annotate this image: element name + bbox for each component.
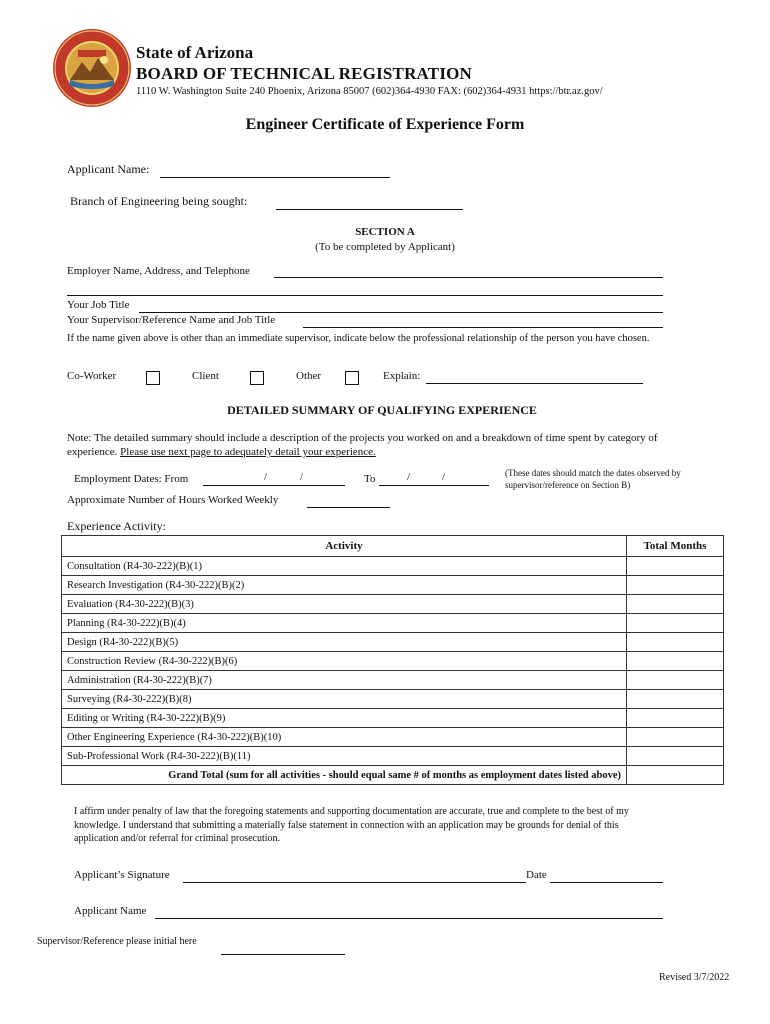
relationship-note: If the name given above is other than an immediate supervisor, indicate below the professional relationship of the person you have chosen.	[67, 333, 650, 344]
activity-cell: Planning (R4-30-222)(B)(4)	[62, 614, 627, 633]
activity-cell: Design (R4-30-222)(B)(5)	[62, 633, 627, 652]
explain-field[interactable]	[426, 382, 643, 384]
hours-label: Approximate Number of Hours Worked Weekly	[67, 494, 279, 506]
hours-field[interactable]	[307, 506, 390, 508]
table-row	[62, 614, 724, 633]
table-row	[62, 595, 724, 614]
activity-cell: Research Investigation (R4-30-222)(B)(2)	[62, 576, 627, 595]
section-a-title: SECTION A	[355, 226, 415, 238]
activity-cell: Other Engineering Experience (R4-30-222)(B)(10)	[62, 728, 627, 747]
applicant-name-bottom-field[interactable]	[155, 917, 663, 919]
explain-label: Explain:	[383, 370, 421, 382]
employer-field-line2[interactable]	[67, 294, 663, 296]
option-coworker-label: Co-Worker	[67, 370, 117, 382]
signature-field[interactable]	[183, 881, 526, 883]
branch-label: Branch of Engineering being sought:	[70, 194, 248, 208]
grand-total-label: Grand Total (sum for all activities - should equal same # of months as employment dates listed above)	[62, 766, 627, 785]
dates-from-label: Employment Dates: From	[74, 473, 189, 485]
table-row	[62, 576, 724, 595]
section-a-subtitle: (To be completed by Applicant)	[315, 241, 455, 253]
activity-cell: Surveying (R4-30-222)(B)(8)	[62, 690, 627, 709]
applicant-name-label: Applicant Name:	[67, 162, 150, 176]
table-row	[62, 747, 724, 766]
signature-label: Applicant’s Signature	[74, 869, 170, 881]
table-row	[62, 671, 724, 690]
table-row	[62, 728, 724, 747]
dates-to-field[interactable]	[379, 484, 489, 486]
employer-label: Employer Name, Address, and Telephone	[67, 265, 250, 277]
date-label: Date	[526, 869, 547, 881]
dates-from-slash-1: /	[264, 471, 268, 483]
option-other-label: Other	[296, 370, 322, 382]
activity-header: Activity	[62, 536, 627, 557]
supervisor-initial-field[interactable]	[221, 953, 345, 955]
total-months-header: Total Months	[627, 536, 724, 557]
employer-field[interactable]	[274, 276, 663, 278]
summary-note-underlined: Please use next page to adequately detail your experience.	[120, 446, 376, 458]
months-input-cell[interactable]	[627, 652, 724, 671]
option-client-label: Client	[192, 370, 219, 382]
activity-cell: Construction Review (R4-30-222)(B)(6)	[62, 652, 627, 671]
summary-title: DETAILED SUMMARY OF QUALIFYING EXPERIENCE	[227, 403, 537, 417]
job-title-field[interactable]	[139, 311, 663, 313]
activity-cell: Editing or Writing (R4-30-222)(B)(9)	[62, 709, 627, 728]
months-input-cell[interactable]	[627, 671, 724, 690]
applicant-name-field[interactable]	[160, 176, 390, 178]
affirmation-text: I affirm under penalty of law that the foregoing statements and supporting documentation are accurate, true and complete to the best of my knowledge. I understand that submitting a materially false statement in connection with an application may be grounds for denial of this application and/or referral for criminal prosecution.	[74, 806, 629, 844]
months-input-cell[interactable]	[627, 709, 724, 728]
dates-note: (These dates should match the dates observed by supervisor/reference on Section B)	[505, 468, 681, 490]
branch-field[interactable]	[276, 208, 463, 210]
activity-cell: Evaluation (R4-30-222)(B)(3)	[62, 595, 627, 614]
experience-label: Experience Activity:	[67, 519, 166, 533]
revised-date: Revised 3/7/2022	[659, 972, 730, 983]
months-input-cell[interactable]	[627, 595, 724, 614]
dates-to-slash-1: /	[407, 471, 411, 483]
dates-from-slash-2: /	[300, 471, 304, 483]
table-row	[62, 633, 724, 652]
supervisor-label: Your Supervisor/Reference Name and Job Title	[67, 314, 276, 326]
arizona-state-seal	[52, 28, 132, 108]
client-checkbox[interactable]	[250, 371, 264, 385]
dates-from-field[interactable]	[203, 484, 345, 486]
supervisor-initial-label: Supervisor/Reference please initial here	[37, 936, 197, 947]
dates-to-label: To	[364, 473, 376, 485]
dates-to-slash-2: /	[442, 471, 446, 483]
board-name: BOARD OF TECHNICAL REGISTRATION	[136, 64, 473, 83]
table-row	[62, 690, 724, 709]
state-name: State of Arizona	[136, 43, 254, 62]
months-input-cell[interactable]	[627, 614, 724, 633]
table-row	[62, 652, 724, 671]
table-row	[62, 557, 724, 576]
date-field[interactable]	[550, 881, 663, 883]
job-title-label: Your Job Title	[67, 299, 130, 311]
board-address: 1110 W. Washington Suite 240 Phoenix, Arizona 85007 (602)364-4930 FAX: (602)364-4931 https://btr.az.gov/	[136, 86, 603, 97]
grand-total-input-cell[interactable]	[627, 766, 724, 785]
months-input-cell[interactable]	[627, 690, 724, 709]
months-input-cell[interactable]	[627, 576, 724, 595]
activity-cell: Administration (R4-30-222)(B)(7)	[62, 671, 627, 690]
coworker-checkbox[interactable]	[146, 371, 160, 385]
form-title: Engineer Certificate of Experience Form	[245, 116, 525, 133]
table-row	[62, 709, 724, 728]
applicant-name-bottom-label: Applicant Name	[74, 905, 147, 917]
months-input-cell[interactable]	[627, 557, 724, 576]
experience-table	[61, 535, 724, 785]
grand-total-row	[62, 766, 724, 785]
months-input-cell[interactable]	[627, 747, 724, 766]
supervisor-field[interactable]	[303, 326, 663, 328]
summary-note-text: Note: The detailed summary should include a description of the projects you worked on and a breakdown of time spent by category of experience.	[67, 432, 658, 458]
other-checkbox[interactable]	[345, 371, 359, 385]
months-input-cell[interactable]	[627, 633, 724, 652]
activity-cell: Sub-Professional Work (R4-30-222)(B)(11)	[62, 747, 627, 766]
activity-cell: Consultation (R4-30-222)(B)(1)	[62, 557, 627, 576]
months-input-cell[interactable]	[627, 728, 724, 747]
summary-note	[67, 431, 697, 459]
